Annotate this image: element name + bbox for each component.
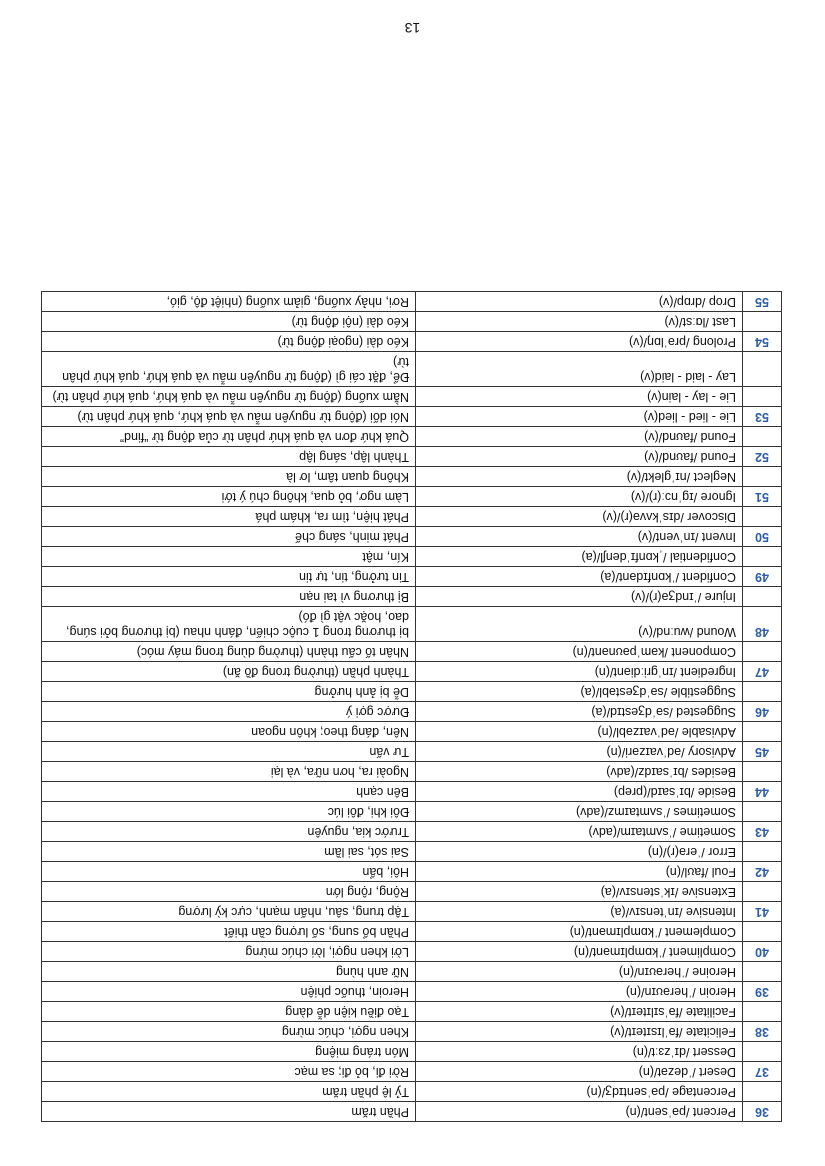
vocab-word: Discover /dɪsˈkʌvə(r)/(v) — [416, 507, 743, 527]
vocab-meaning: Phát minh, sáng chế — [42, 527, 416, 547]
vocab-meaning: Phát hiện, tìm ra, khám phá — [42, 507, 416, 527]
table-row — [42, 862, 782, 882]
vocab-word: Found /faʊnd/(v) — [416, 427, 743, 447]
row-number — [743, 682, 782, 702]
vocab-word: Last /lɑːst/(v) — [416, 312, 743, 332]
vocab-meaning: Nằm xuống (động từ nguyên mẫu và quá khứ, quá khứ phân từ) — [42, 387, 416, 407]
vocab-word: Dessert /dɪˈzɜːt/(n) — [416, 1042, 743, 1062]
table-row — [42, 427, 782, 447]
table-row — [42, 547, 782, 567]
row-number: 37 — [743, 1062, 782, 1082]
row-number — [743, 312, 782, 332]
vocab-meaning: Rộng, rộng lớn — [42, 882, 416, 902]
vocab-meaning: Dễ bị ảnh hưởng — [42, 682, 416, 702]
row-number: 53 — [743, 407, 782, 427]
table-row — [42, 942, 782, 962]
vocab-meaning: Tư vấn — [42, 742, 416, 762]
row-number: 46 — [743, 702, 782, 722]
vocab-meaning: Thành phần (thường trong đồ ăn) — [42, 662, 416, 682]
table-row — [42, 487, 782, 507]
vocab-meaning: Sai sót, sai lầm — [42, 842, 416, 862]
table-row — [42, 1042, 782, 1062]
table-row — [42, 982, 782, 1002]
row-number: 49 — [743, 567, 782, 587]
vocab-word: Prolong /prəˈlɒŋ/(v) — [416, 332, 743, 352]
vocab-meaning: Tập trung, sâu, nhấn mạnh, cực kỳ lượng — [42, 902, 416, 922]
table-row — [42, 567, 782, 587]
vocab-word: Besides /bɪˈsaɪdz/(adv) — [416, 762, 743, 782]
vocab-meaning: Hôi, bẩn — [42, 862, 416, 882]
table-row — [42, 902, 782, 922]
table-row — [42, 332, 782, 352]
row-number: 52 — [743, 447, 782, 467]
row-number: 50 — [743, 527, 782, 547]
row-number: 43 — [743, 822, 782, 842]
table-row — [42, 607, 782, 642]
row-number — [743, 922, 782, 942]
vocabulary-table — [41, 291, 782, 1122]
vocab-word: Suggested /səˈdʒestɪd/(a) — [416, 702, 743, 722]
vocab-meaning: Phần bổ sung, số lượng cần thiết — [42, 922, 416, 942]
row-number: 44 — [743, 782, 782, 802]
vocab-meaning: Tin tưởng, tin, tự tin — [42, 567, 416, 587]
row-number — [743, 1042, 782, 1062]
vocab-word: Compliment /ˈkɒmplɪmənt/(n) — [416, 942, 743, 962]
vocab-meaning: Lời khen ngợi, lời chúc mừng — [42, 942, 416, 962]
table-row — [42, 722, 782, 742]
vocab-word: Suggestible /səˈdʒestəbl/(a) — [416, 682, 743, 702]
table-row — [42, 802, 782, 822]
row-number — [743, 842, 782, 862]
vocab-word: Injure /ˈɪndʒə(r)/(v) — [416, 587, 743, 607]
vocab-meaning: Không quan tâm, lơ là — [42, 467, 416, 487]
row-number — [743, 387, 782, 407]
vocab-word: Lie - lay - lain(v) — [416, 387, 743, 407]
vocab-meaning: bị thương trong 1 cuộc chiến, đánh nhau (bị thương bởi súng, dao, hoặc vật gì đó) — [42, 607, 416, 642]
vocab-word: Confident /ˈkɒnfɪdənt/(a) — [416, 567, 743, 587]
row-number: 36 — [743, 1102, 782, 1122]
table-row — [42, 962, 782, 982]
table-row — [42, 447, 782, 467]
row-number: 54 — [743, 332, 782, 352]
table-row — [42, 782, 782, 802]
vocab-meaning: Rơi, nhảy xuống, giảm xuống (nhiệt độ, gió, — [42, 292, 416, 312]
vocab-word: Advisable /ədˈvaɪzəbl/(n) — [416, 722, 743, 742]
vocab-word: Felicitate /fəˈlɪsɪteɪt/(v) — [416, 1022, 743, 1042]
table-row — [42, 352, 782, 387]
vocab-meaning: Heroin, thuốc phiện — [42, 982, 416, 1002]
vocab-meaning: Nữ anh hùng — [42, 962, 416, 982]
vocab-word: Ingredient /ɪnˈɡriːdiənt/(n) — [416, 662, 743, 682]
table-row — [42, 407, 782, 427]
row-number: 48 — [743, 607, 782, 642]
row-number: 42 — [743, 862, 782, 882]
vocab-meaning: Nên, đáng theo; khôn ngoan — [42, 722, 416, 742]
vocab-meaning: Tạo điều kiện dễ dàng — [42, 1002, 416, 1022]
table-row — [42, 702, 782, 722]
vocab-word: Complement /ˈkɒmplɪmənt/(n) — [416, 922, 743, 942]
vocab-word: Confidential /ˌkɒnfɪˈdenʃl/(a) — [416, 547, 743, 567]
table-row — [42, 922, 782, 942]
vocabulary-rows — [42, 292, 782, 1122]
row-number — [743, 882, 782, 902]
table-row — [42, 762, 782, 782]
row-number — [743, 762, 782, 782]
vocab-word: Neglect /nɪˈɡlekt/(v) — [416, 467, 743, 487]
table-row — [42, 387, 782, 407]
vocab-meaning: Khen ngợi, chúc mừng — [42, 1022, 416, 1042]
vocab-meaning: Món tráng miệng — [42, 1042, 416, 1062]
row-number: 38 — [743, 1022, 782, 1042]
row-number: 40 — [743, 942, 782, 962]
vocab-word: Error /ˈerə(r)/(n) — [416, 842, 743, 862]
row-number — [743, 352, 782, 387]
row-number — [743, 467, 782, 487]
vocab-meaning: Làm ngơ, bỏ qua, không chú ý tới — [42, 487, 416, 507]
vocab-meaning: Ngoài ra, hơn nữa, và lại — [42, 762, 416, 782]
vocab-meaning: Nhân tố cấu thành (thường dùng trong máy móc) — [42, 642, 416, 662]
row-number — [743, 507, 782, 527]
row-number: 39 — [743, 982, 782, 1002]
vocab-meaning: Bị thương vì tai nạn — [42, 587, 416, 607]
vocab-meaning: Phần trăm — [42, 1102, 416, 1122]
row-number — [743, 1082, 782, 1102]
vocab-word: Drop /drɒp/(v) — [416, 292, 743, 312]
vocab-meaning: Kín, mật — [42, 547, 416, 567]
vocab-meaning: Được gợi ý — [42, 702, 416, 722]
table-row — [42, 587, 782, 607]
vocab-meaning: Trước kia, nguyên — [42, 822, 416, 842]
vocab-meaning: Tỷ lệ phần trăm — [42, 1082, 416, 1102]
vocab-meaning: Để, đặt cái gì (động từ nguyên mẫu và quá khứ, quá khứ phân từ) — [42, 352, 416, 387]
vocab-word: Sometime /ˈsʌmtaɪm/(adv) — [416, 822, 743, 842]
vocab-word: Heroine /ˈherəʊɪn/(n) — [416, 962, 743, 982]
row-number — [743, 547, 782, 567]
vocab-word: Advisory /ədˈvaɪzəri/(n) — [416, 742, 743, 762]
vocab-meaning: Kéo dài (nội động từ) — [42, 312, 416, 332]
row-number: 47 — [743, 662, 782, 682]
vocab-meaning: Thành lập, sáng lập — [42, 447, 416, 467]
table-row — [42, 1062, 782, 1082]
row-number — [743, 802, 782, 822]
table-row — [42, 842, 782, 862]
vocab-word: Heroin /ˈherəʊɪn/(n) — [416, 982, 743, 1002]
table-row — [42, 822, 782, 842]
table-row — [42, 1022, 782, 1042]
row-number: 45 — [743, 742, 782, 762]
vocab-meaning: Kéo dài (ngoại động từ) — [42, 332, 416, 352]
vocab-word: Lay - laid - laid(v) — [416, 352, 743, 387]
vocab-word: Ignore /ɪɡˈnɔː(r)/(v) — [416, 487, 743, 507]
table-row — [42, 1102, 782, 1122]
row-number: 55 — [743, 292, 782, 312]
vocab-meaning: Quá khứ đơn và quá khứ phân từ của động từ “find” — [42, 427, 416, 447]
vocab-word: Found /faʊnd/(v) — [416, 447, 743, 467]
vocab-word: Invent /ɪnˈvent/(v) — [416, 527, 743, 547]
vocab-word: Percentage /pəˈsentɪdʒ/(n) — [416, 1082, 743, 1102]
row-number: 41 — [743, 902, 782, 922]
vocab-word: Beside /bɪˈsaɪd/(prep) — [416, 782, 743, 802]
row-number — [743, 427, 782, 447]
table-row — [42, 742, 782, 762]
vocab-word: Wound /wuːnd/(v) — [416, 607, 743, 642]
table-row — [42, 1082, 782, 1102]
row-number — [743, 1002, 782, 1022]
vocab-meaning: Bên cạnh — [42, 782, 416, 802]
row-number — [743, 962, 782, 982]
table-row — [42, 662, 782, 682]
vocab-word: Intensive /ɪnˈtensɪv/(a) — [416, 902, 743, 922]
table-row — [42, 467, 782, 487]
vocab-meaning: Rời đi, bỏ đi; sa mạc — [42, 1062, 416, 1082]
table-row — [42, 292, 782, 312]
vocab-word: Percent /pəˈsent/(n) — [416, 1102, 743, 1122]
vocab-word: Sometimes /ˈsʌmtaɪmz/(adv) — [416, 802, 743, 822]
table-row — [42, 1002, 782, 1022]
vocab-word: Foul /faʊl/(n) — [416, 862, 743, 882]
table-row — [42, 312, 782, 332]
vocab-meaning: Đôi khi, đôi lúc — [42, 802, 416, 822]
table-row — [42, 642, 782, 662]
row-number: 51 — [743, 487, 782, 507]
vocab-word: Facilitate /fəˈsɪlɪteɪt/(v) — [416, 1002, 743, 1022]
table-row — [42, 682, 782, 702]
vocab-meaning: Nói dối (động từ nguyên mẫu và quá khứ, quá khứ phân từ) — [42, 407, 416, 427]
vocab-word: Extensive /ɪkˈstensɪv/(a) — [416, 882, 743, 902]
vocab-word: Desert /ˈdezət/(n) — [416, 1062, 743, 1082]
vocab-word: Lie - lied - lied(v) — [416, 407, 743, 427]
table-row — [42, 527, 782, 547]
row-number — [743, 587, 782, 607]
table-row — [42, 882, 782, 902]
row-number — [743, 722, 782, 742]
row-number — [743, 642, 782, 662]
vocab-word: Component /kəmˈpəʊnənt/(n) — [416, 642, 743, 662]
table-row — [42, 507, 782, 527]
page-number: 13 — [404, 20, 421, 36]
